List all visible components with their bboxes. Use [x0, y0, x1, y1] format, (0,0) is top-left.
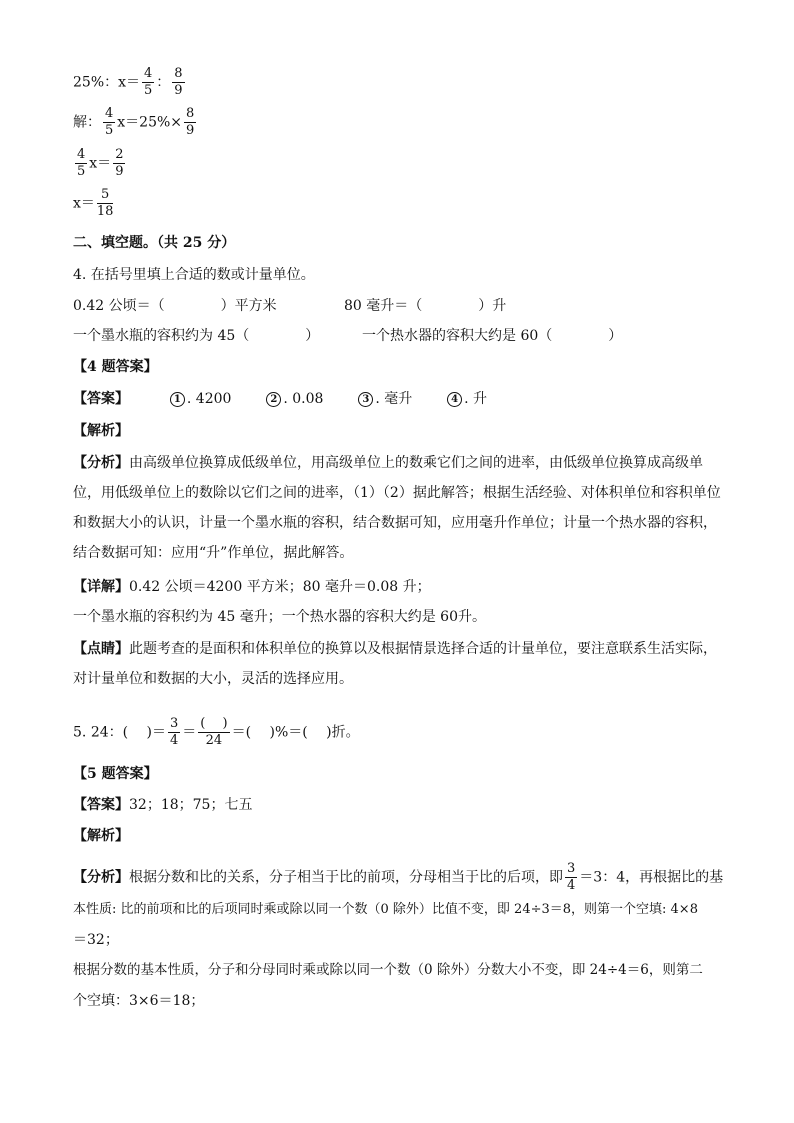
analysis-header-5: 【解析】 — [73, 828, 129, 844]
equation-text: x＝ — [89, 155, 112, 172]
analysis-paragraph-4 — [73, 448, 723, 568]
fraction: $\frac{( )}{24}$ — [200, 716, 228, 748]
fraction: $\frac{8}{9}$ — [174, 66, 183, 98]
answer-item-2: 2 . 0.08 — [266, 391, 323, 407]
answer-item-4: 4 . 升 — [447, 391, 487, 407]
question-4-item-3: 一个墨水瓶的容积约为 45（ ） — [73, 328, 320, 344]
analysis-line-5: 个空填：3×6＝18； — [73, 993, 205, 1009]
analysis-line-2: 本性质: 比的前项和比的后项同时乘或除以同一个数（0 除外）比值不变，即 24÷3＝8，则第一个空填: 4×8 — [73, 902, 698, 917]
key-point-paragraph-4 — [73, 634, 723, 694]
fraction: $\frac{8}{9}$ — [186, 106, 195, 138]
detail-line-1 — [73, 578, 431, 596]
answer-text: 32；18；75；七五 — [129, 797, 253, 813]
equation-text: x＝ — [73, 195, 95, 212]
answer-header-5: 【5 题答案】 — [73, 766, 158, 782]
analysis-line-1 — [73, 861, 723, 894]
fraction: $\frac{4}{5}$ — [77, 147, 86, 179]
analysis-text: 根据分数和比的关系，分子相当于比的前项，分母相当于比的后项，即 — [129, 869, 563, 886]
fraction: $\frac{5}{18}$ — [96, 187, 114, 219]
fraction: $\frac{4}{5}$ — [105, 106, 114, 138]
analysis-header-4: 【解析】 — [73, 423, 129, 439]
answer-label: 【答案】 — [73, 797, 129, 813]
detail-text: 0.42 公顷＝4200 平方米；80 毫升＝0.08 升； — [129, 579, 431, 595]
analysis-line-4: 根据分数的基本性质，分子和分母同时乘或除以同一个数（0 除外）分数大小不变，即 24÷4＝6，则第二 — [73, 962, 703, 978]
equation-text: 解： — [73, 114, 101, 131]
question-4-item-1: 0.42 公顷＝（ ）平方米 — [73, 298, 277, 314]
analysis-line-3: ＝32； — [73, 932, 119, 948]
question-5-stem — [73, 716, 360, 749]
detail-label: 【详解】 — [73, 579, 129, 595]
answer-item-3: 3 . 毫升 — [358, 391, 412, 407]
analysis-label: 【分析】 — [73, 869, 129, 886]
question-4-stem: 4. 在括号里填上合适的数或计量单位。 — [73, 267, 315, 283]
fraction: $\frac{4}{5}$ — [144, 66, 153, 98]
question-number: 5. — [73, 724, 87, 741]
key-point-label: 【点睛】 — [73, 641, 129, 657]
question-text: ＝ — [182, 724, 197, 741]
analysis-text: 由高级单位换算成低级单位，用高级单位上的数乘它们之间的进率，由低级单位换算成高级单位，用低级单位上的数除以它们之间的进率，（1）（2）据此解答；根据生活经验、对体积单位和容积单位和数据大小的认识，计量一个墨水瓶的容积，结合数据可知，应用毫升作单位；计量一个热水器的容积，结合数据可知：应用“升”作单位，据此解答。 — [73, 455, 721, 561]
answer-header-4: 【4 题答案】 — [73, 359, 158, 375]
fraction: $\frac{3}{4}$ — [170, 716, 179, 748]
detail-line-2: 一个墨水瓶的容积约为 45 毫升；一个热水器的容积大约是 60升。 — [73, 609, 486, 625]
answer-row-4 — [73, 390, 487, 408]
fraction: $\frac{2}{9}$ — [115, 147, 124, 179]
question-4-item-2: 80 毫升＝（ ）升 — [344, 298, 507, 314]
fraction: $\frac{3}{4}$ — [567, 861, 576, 893]
question-text: ＝( )%＝( )折。 — [231, 724, 360, 741]
equation-text: 25%：x＝ — [73, 74, 141, 91]
answer-row-5 — [73, 796, 252, 814]
analysis-label: 【分析】 — [73, 455, 129, 471]
question-text: 24：( )＝ — [90, 724, 167, 741]
equation-text: x＝25%× — [117, 114, 183, 131]
question-4-item-4: 一个热水器的容积大约是 60（ ） — [362, 328, 623, 344]
section-title: 二、填空题。（共 25 分） — [73, 235, 236, 251]
equation-line-3 — [73, 147, 127, 180]
answer-label: 【答案】 — [73, 391, 129, 407]
analysis-text: ＝3：4，再根据比的基 — [579, 869, 724, 886]
equation-line-2 — [73, 106, 198, 139]
equation-line-1 — [73, 66, 187, 99]
equation-text: ： — [156, 74, 171, 91]
key-point-text: 此题考查的是面积和体积单位的换算以及根据情景选择合适的计量单位，要注意联系生活实际，对计量单位和数据的大小，灵活的选择应用。 — [73, 641, 717, 687]
answer-item-1: 1 . 4200 — [170, 391, 232, 407]
equation-line-4 — [73, 187, 115, 220]
